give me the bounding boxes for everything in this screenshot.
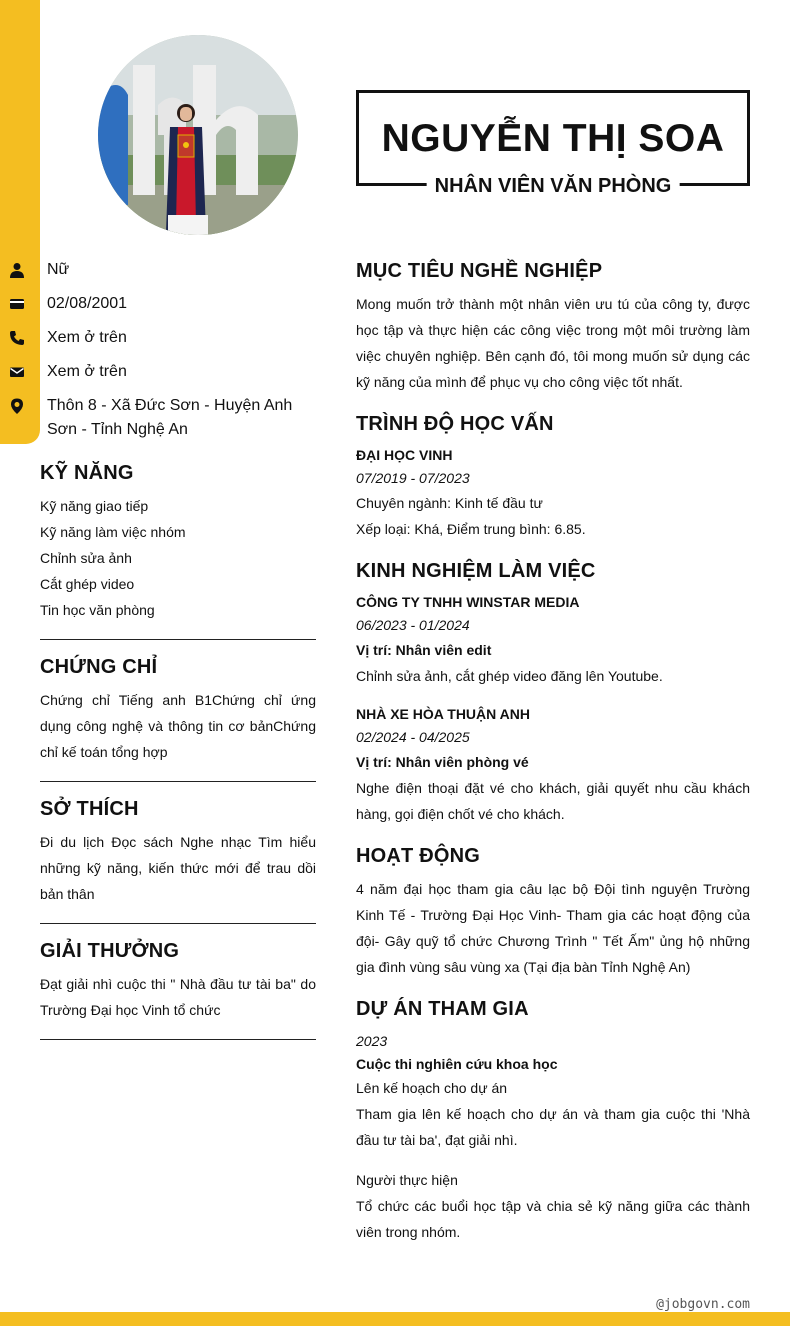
right-column bbox=[356, 260, 750, 1263]
skills-section bbox=[40, 462, 316, 640]
contact-gender bbox=[0, 258, 330, 282]
education-major: Chuyên ngành: Kinh tế đầu tư bbox=[356, 495, 543, 511]
contact-birthday bbox=[0, 292, 330, 316]
objective-title: MỤC TIÊU NGHỀ NGHIỆP bbox=[356, 260, 603, 282]
location-icon bbox=[9, 398, 25, 414]
gender-text: Nữ bbox=[47, 261, 70, 278]
awards-section bbox=[40, 940, 316, 1040]
project-description: Tham gia lên kế hoạch cho dự án và tham gia cuộc thi 'Nhà đầu tư tài ba', đạt giải nhì. bbox=[356, 1106, 750, 1148]
job-description: Chỉnh sửa ảnh, cắt ghép video đăng lên Youtube. bbox=[356, 668, 663, 684]
hobbies-section bbox=[40, 798, 316, 924]
awards-title: GIẢI THƯỞNG bbox=[40, 940, 180, 962]
education-section bbox=[356, 413, 750, 542]
certificates-section bbox=[40, 656, 316, 782]
job-description: Nghe điện thoại đặt vé cho khách, giải quyết nhu cầu khách hàng, gọi điện chốt vé cho khách. bbox=[356, 780, 750, 822]
hobbies-text: Đi du lịch Đọc sách Nghe nhạc Tìm hiểu những kỹ năng, kiến thức mới để trau dồi bản thân bbox=[40, 834, 316, 902]
education-date: 07/2019 - 07/2023 bbox=[356, 470, 470, 486]
contact-email bbox=[0, 360, 330, 384]
contact-info bbox=[0, 258, 330, 452]
avatar bbox=[98, 35, 298, 235]
mail-icon bbox=[9, 364, 25, 380]
job-role: Vị trí: Nhân viên phòng vé bbox=[356, 754, 529, 770]
portrait-photo bbox=[98, 35, 298, 235]
project-role: Lên kế hoạch cho dự án bbox=[356, 1080, 508, 1096]
phone-text[interactable]: Xem ở trên bbox=[47, 329, 127, 346]
experience-section bbox=[356, 560, 750, 827]
hobbies-title: SỞ THÍCH bbox=[40, 798, 139, 820]
candidate-name: NGUYỄN THỊ SOA bbox=[381, 117, 725, 160]
job-entry bbox=[356, 591, 750, 689]
project-role: Người thực hiện bbox=[356, 1172, 458, 1188]
birthday-text: 02/08/2001 bbox=[47, 295, 128, 312]
objective-text: Mong muốn trở thành một nhân viên ưu tú của công ty, được học tập và thực hiện các công việc trong một môi trường làm việc chuyên nghiệp. Bên cạnh đó, tôi mong muốn sử dụng các kỹ năng của mình để phục vụ cho công việc tốt nhất. bbox=[356, 296, 750, 390]
skill-item: Cắt ghép video bbox=[40, 576, 135, 592]
objective-section bbox=[356, 260, 750, 395]
contact-phone bbox=[0, 326, 330, 350]
activities-title: HOẠT ĐỘNG bbox=[356, 845, 481, 867]
certificates-text: Chứng chỉ Tiếng anh B1Chứng chỉ ứng dụng công nghệ và thông tin cơ bảnChứng chỉ kế toán tổng hợp bbox=[40, 692, 316, 760]
projects-title: DỰ ÁN THAM GIA bbox=[356, 998, 529, 1020]
skill-item: Chỉnh sửa ảnh bbox=[40, 550, 132, 566]
project-year: 2023 bbox=[356, 1033, 388, 1049]
certificates-title: CHỨNG CHỈ bbox=[40, 656, 158, 678]
phone-icon bbox=[9, 330, 25, 346]
skill-item: Tin học văn phòng bbox=[40, 602, 155, 618]
user-icon bbox=[9, 262, 25, 278]
card-icon bbox=[9, 296, 25, 312]
job-date: 02/2024 - 04/2025 bbox=[356, 729, 470, 745]
skill-item: Kỹ năng làm việc nhóm bbox=[40, 524, 186, 540]
company-name: CÔNG TY TNHH WINSTAR MEDIA bbox=[356, 594, 580, 610]
projects-section bbox=[356, 998, 750, 1245]
project-description: Tổ chức các buổi học tập và chia sẻ kỹ năng giữa các thành viên trong nhóm. bbox=[356, 1198, 750, 1240]
watermark: @jobgovn.com bbox=[656, 1297, 750, 1312]
education-grade: Xếp loại: Khá, Điểm trung bình: 6.85. bbox=[356, 521, 586, 537]
contact-address bbox=[0, 394, 330, 442]
job-entry bbox=[356, 703, 750, 827]
skills-title: KỸ NĂNG bbox=[40, 462, 134, 484]
activities-section bbox=[356, 845, 750, 980]
job-role: Vị trí: Nhân viên edit bbox=[356, 642, 492, 658]
education-title: TRÌNH ĐỘ HỌC VẤN bbox=[356, 413, 554, 435]
job-title: NHÂN VIÊN VĂN PHÒNG bbox=[427, 175, 680, 198]
school-name: ĐẠI HỌC VINH bbox=[356, 447, 453, 463]
left-column bbox=[40, 462, 316, 1056]
activities-text: 4 năm đại học tham gia câu lạc bộ Đội tình nguyện Trường Kinh Tế - Trường Đại Học Vinh- Tham gia các hoạt động của đội- Gây quỹ tổ chức Chương Trình " Tết Ấm" ủng hộ những gia đình vùng sâu vùng xa (Tại địa bàn Tỉnh Nghệ An) bbox=[356, 881, 750, 975]
name-box bbox=[356, 90, 750, 197]
job-date: 06/2023 - 01/2024 bbox=[356, 617, 470, 633]
project-name: Cuộc thi nghiên cứu khoa học bbox=[356, 1056, 558, 1072]
experience-title: KINH NGHIỆM LÀM VIỆC bbox=[356, 560, 596, 582]
awards-text: Đạt giải nhì cuộc thi " Nhà đầu tư tài ba" do Trường Đại học Vinh tổ chức bbox=[40, 976, 316, 1018]
company-name: NHÀ XE HÒA THUẬN ANH bbox=[356, 706, 530, 722]
skill-item: Kỹ năng giao tiếp bbox=[40, 498, 149, 514]
bottom-yellow-bar bbox=[0, 1312, 790, 1326]
address-text: Thôn 8 - Xã Đức Sơn - Huyện Anh Sơn - Tỉnh Nghệ An bbox=[47, 397, 293, 438]
email-text[interactable]: Xem ở trên bbox=[47, 363, 127, 380]
